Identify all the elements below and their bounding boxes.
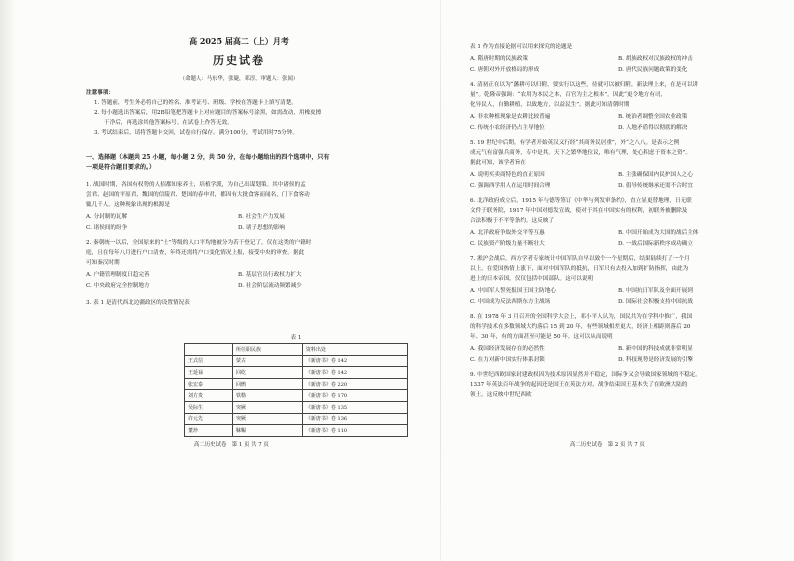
option-d: D. 人地矛盾得以彻底的解决 [618,125,688,131]
option-c: C. 诸侯间的纷争 [86,225,128,231]
option-b: B. 新中国的科技成就非常明显 [618,346,693,352]
option-b: B. 中国开始成为大国的战后主体 [618,230,699,236]
table-cell: 《新唐书》卷 135 [302,401,407,413]
option-b: B. 社会生产力发展 [238,214,285,220]
table-header-cell: 资料出处 [302,344,407,356]
option-d: D. 国际社会积极支持中国抗战 [618,299,693,305]
exam-title: 高 2025 届高二（上）月考 [189,36,289,46]
question-5-line: 据此可知，该学者旨在 [470,160,526,166]
option-d: D. 诸子思想的影响 [238,225,285,231]
section-heading: 一项是符合题目要求的。） [86,164,156,171]
question-4-line: 量”。乾隆帝强调：“农用为本民之本，百官为主之根本”。因此“更令地方有司， [470,92,667,98]
note-line: 3. 考试结束后，请将答题卡交回，试卷自行保存。满分100分，考试用时75分钟。 [94,130,298,136]
question-8-line: 的科学技术在多数领域大约落后 15 到 20 年，有些领域相差更大，经济上相距则落后 20 [470,324,691,330]
question-7-line: 以上。在爱国热情上涨下，面对中国军队的抵抗，日军只有去投入加到扩防指挥，由此为 [470,266,689,272]
table-cell: 《新唐书》卷 110 [302,425,407,437]
option-c: C. 中央政府完全控制地方 [86,283,150,289]
table-cell: 铁勒 [233,390,303,402]
authors-line: （命题人：马东华，张婕，邓淳，审题人：张闻） [179,76,299,82]
question-3-stem: 表 1 作为直接论据可以用来探究的论题是 [470,44,573,50]
left-page [86,0,392,561]
note-line: 1. 答题前，考生务必将自己的姓名、准考证号、班级、学校在答题卡上填写清楚。 [94,100,297,106]
table-row [185,355,408,367]
option-b: B. 统治者调整全国农业政策 [618,114,688,120]
table-header-cell [185,344,233,356]
question-7-line: 进上的日本帝国，仅仅包括中国部队。这可以说明 [470,276,594,282]
question-5-line: 5. 19 世纪中后期，有学者开始英汉又行经“其商务民居重”，外“之八八。是表示之例 [470,140,680,146]
table-cell: 突厥 [233,413,303,425]
table-cell: 《新唐书》卷 142 [302,367,407,379]
table-cell: 王延禄 [185,367,233,379]
option-b: B. 胡族政权对汉族政权的冲击 [618,56,693,62]
note-line: 干净后，再选涂其他答案标号。在试卷上作答无效。 [104,120,233,126]
question-1-line: 1. 战国时期，各国有权势的人招都知家养士，培植学派，为自己出谋划策。其中诸侯的孟 [86,182,306,188]
question-6-line: 文件于联务院，1917 年中国对德发宣战，使对于其在中国实有的权利，初联务被删除及 [470,208,688,214]
table-cell: 回纥 [233,367,303,379]
option-a: A. 户籍管理制度日趋完善 [86,272,150,278]
option-b: B. 中国抗日军队及全面开展到 [618,288,693,294]
option-c: C. 中国成为反法西斯东方主战场 [470,299,551,305]
question-6-line: 合法积极于不平等条约。这反映了 [470,218,554,224]
option-a: A. 我国经济发展存在的必然性 [470,346,545,352]
option-d: D. 社会阶层流动频繁减少 [238,283,302,289]
option-d: D. 科技现势是经济发展的引擎 [618,357,693,363]
question-4-line: 化导民人，自勤耕植，以致地方，以益民生”。据此可知清朝时期 [470,102,630,108]
option-a: A. 分封制的瓦解 [86,214,128,220]
option-b: B. 基层官员行政权力扩大 [238,272,302,278]
table-cell: 《新唐书》卷 142 [302,355,407,367]
section-heading: 一、选择题（本题共 25 小题，每小题 2 分，共 50 分，在每小题给出的四个选项中，只有 [86,154,330,161]
page-footer: 高二历史试卷 第 1 页 共 7 页 [194,442,269,448]
data-table [184,343,408,437]
question-4-line: 4. 清初正在以为“藩耕可以归附，要实行以这些，待就可以被归附，新法理上来，在是可以讲 [470,82,699,88]
scan-edge-shadow [0,0,16,561]
table-row [185,367,408,379]
question-2-line: 庭，且在每年八月进行户口清查，年终还需将户口变化情况上报，接受中央的审查。据此 [86,250,305,256]
right-page [470,0,752,561]
page-fold [440,0,441,561]
table-row [185,390,408,402]
option-a: A. 非农种植现象是农耕比较普遍 [470,114,551,120]
table-cell: 回鹘 [233,378,303,390]
table-row [185,413,408,425]
table-cell: 突厥 [233,401,303,413]
question-5-line: 成元气有富强兵商务，专中是其。天下之繁华地位议，唯有气理，处心积虑于资本之资”。 [470,150,692,156]
question-9-line: 领土。这反映中世纪西欧 [470,392,532,398]
table-row [185,401,408,413]
table-caption: 表 1 [290,335,302,341]
table-cell: 刘方贵 [185,390,233,402]
option-d: D. 倡导传统继承还需不合时宜 [618,183,693,189]
question-1-line: 尝君、赵国的平原君、魏国的信陵君、楚国的春申君，都因有大批食客而闻名，门下食客动 [86,192,310,198]
question-2-line: 可知秦汉时期 [86,260,120,266]
option-a: A. 说明买卖商特色的直正原因 [470,172,545,178]
option-a: A. 隋唐时期的民族政策 [470,56,528,62]
question-6-line: 6. 北洋政府成立后，1915 年与德等签订《中华与列发审条约》，直立显更替地理，日无联 [470,198,692,204]
question-1-line: 辄几千人。这种现象出现的根源是 [86,202,170,208]
option-b: B. 主张确保国内民护国人之心 [618,172,693,178]
question-3-line: 3. 表 1 是清代西北边疆政区的设置情况表 [86,300,190,306]
option-c: C. 民族资产阶级力量不断壮大 [470,241,545,247]
question-9-line: 9. 中世纪西欧国家封建政权因为技术原因显然并不稳定，国际争又会导致国家领域的不稳定。 [470,372,701,378]
option-d: D. 一战后国际新秩序成功确立 [618,241,693,247]
table-cell: 蒙古 [233,355,303,367]
table-cell: 许元先 [185,413,233,425]
note-line: 2. 每小题选出答案后，用2B铅笔把答题卡上对应题目的答案标号涂黑，如需改动，用橡皮擦 [94,110,322,116]
table-cell: 《新唐书》卷 136 [302,413,407,425]
table-cell: 王式信 [185,355,233,367]
option-a: A. 中国军人誓死报国王国主防地心 [470,288,556,294]
page-footer: 高二历史试卷 第 2 页 共 7 页 [570,442,645,448]
option-c: C. 在力对新中国实行体系封锁 [470,357,545,363]
table-row [185,425,408,437]
table-cell: 董珍 [185,425,233,437]
question-8-line: 年、30 年，有的方面甚至可能是 50 年。这可以从而说明 [470,334,613,340]
table-row [185,378,408,390]
table-cell: 吴际生 [185,401,233,413]
question-2-line: 2. 秦朝统一以后，全国原来的“士”等级的人口平均地被分为若干登记了，仅在这类的户籍时 [86,240,312,246]
option-c: C. 强调西学用人在运用时间合理 [470,183,551,189]
table-cell: 《新唐书》卷 170 [302,390,407,402]
question-8-line: 8. 在 1978 年 3 月召开的全国科学大会上，邓小平人认为，国民共为在学科中推广，我国 [470,314,693,320]
option-d: D. 唐代民族问题政策的变化 [618,67,688,73]
question-7-line: 7. 淞沪会战后，西方学者专家统计中国军队自早以致个一个星期后，结果陆续打了一个月 [470,256,690,262]
option-c: C. 传统小农经济仍占主导地位 [470,125,545,131]
table-header-cell: 所任职民族 [233,344,303,356]
table-header-row [185,344,408,356]
table-cell: 靺鞨 [233,425,303,437]
question-9-line: 1337 年英法百年战争的起因还是国王在英法方对，战争结束国王基本失了在欧洲大陆的 [470,382,688,388]
notes-heading: 注意事项： [86,90,114,96]
option-a: A. 北洋政府争取外交平等互惠 [470,230,545,236]
table-cell: 张宏泰 [185,378,233,390]
subject-title: 历史试卷 [213,54,265,67]
table-cell: 《新唐书》卷 220 [302,378,407,390]
option-c: C. 唐朝对外开放格局的形成 [470,67,540,73]
